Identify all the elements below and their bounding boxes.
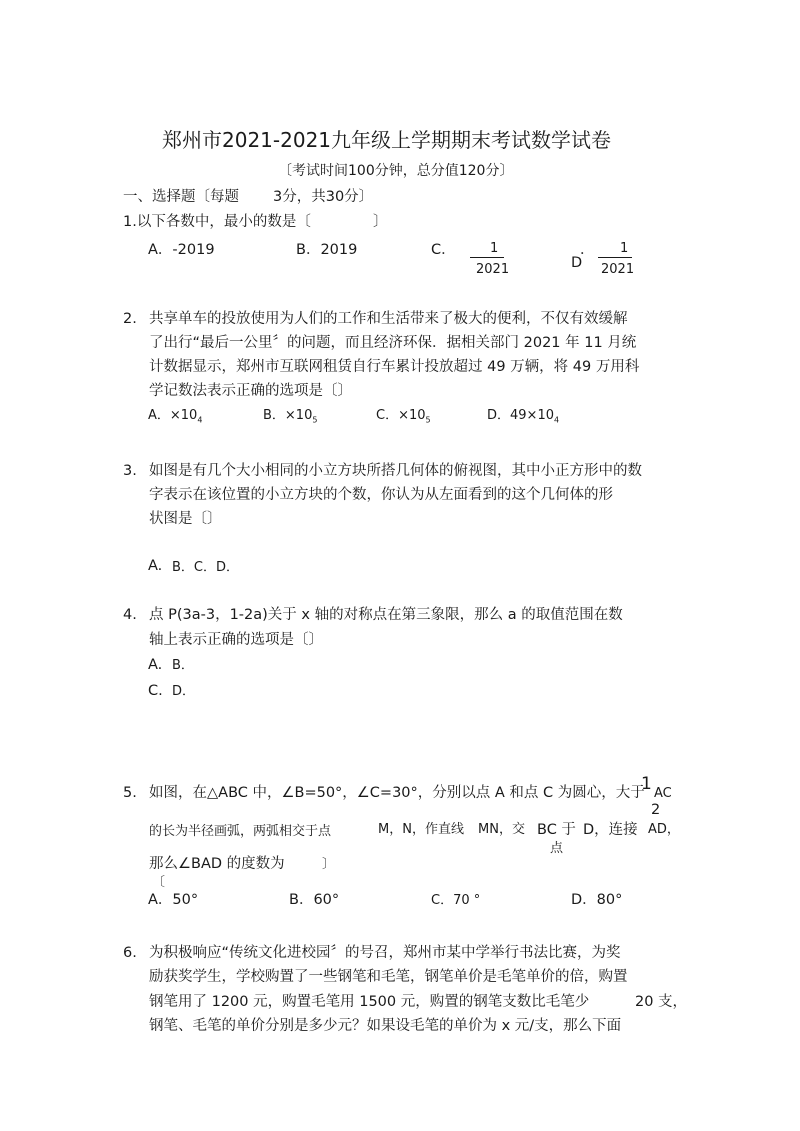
q2-option-d-exp: 4 [554, 415, 560, 425]
q6-line-1: 为积极响应“传统文化进校园〞的号召，郑州市某中学举行书法比赛，为奖 [149, 945, 621, 961]
q1-stem: 1.以下各数中，最小的数是〔 [123, 214, 311, 230]
q2-option-c-text: C．×10 [376, 408, 426, 423]
q2-option-b-exp: 5 [312, 415, 318, 425]
q5-fraction-denominator: 2 [651, 802, 661, 818]
q4-line-2: 轴上表示正确的选项是〔〕 [149, 632, 323, 648]
exam-subtitle: 〔考试时间100分钟，总分值120分〕 [278, 163, 514, 179]
q1-option-d-dot: ． [580, 242, 595, 258]
q2-option-d [487, 409, 559, 425]
q5-number: 5. [123, 785, 137, 801]
q5-line-3: 那么∠BAD 的度数为 [149, 856, 285, 872]
q5-paren-open: 〔 [152, 875, 166, 890]
q5-line-2d: BC 于 [537, 822, 576, 838]
q1-option-d-denominator: 2021 [601, 262, 635, 277]
q2-line-4: 学记数法表示正确的选项是〔〕 [149, 383, 352, 399]
q5-line-2b: M，N，作直线 [378, 822, 464, 837]
q5-line-2a: 的长为半径画弧，两弧相交于点 [149, 824, 332, 839]
q2-option-b-text: B．×10 [263, 408, 313, 423]
q5-line-2f: AD， [648, 822, 680, 837]
q2-option-a [148, 409, 202, 425]
q5-option-d: D．80° [571, 892, 623, 908]
q3-number: 3. [123, 463, 137, 479]
q1-option-b: B．2019 [296, 242, 358, 258]
q1-option-d-numerator: 1 [620, 241, 629, 256]
q3-line-2: 字表示在该位置的小立方块的个数，你认为从左面看到的这个几何体的形 [149, 487, 613, 503]
q1-option-c-numerator: 1 [490, 241, 499, 256]
q1-option-a: A．-2019 [148, 242, 215, 258]
q4-option-b: B． [172, 658, 194, 673]
q5-line-2-dian: 点 [550, 841, 564, 856]
q2-option-b [263, 409, 317, 425]
section-score: 3分，共30分〕 [273, 189, 374, 205]
q2-option-a-text: A．×10 [148, 408, 198, 423]
q5-option-c: C．70 ° [431, 893, 481, 908]
q6-number: 6. [123, 945, 137, 961]
q1-option-c-fraction-bar [470, 257, 504, 258]
q2-line-1: 共享单车的投放使用为人们的工作和生活带来了极大的便利，不仅有效缓解 [149, 311, 628, 327]
q6-line-3b: 20 支， [635, 994, 688, 1010]
q1-option-c-denominator: 2021 [476, 262, 510, 277]
q5-option-a: A．50° [148, 892, 199, 908]
q2-option-c [376, 409, 431, 425]
q5-line-1: 如图，在△ABC 中，∠B=50°，∠C=30°，分别以点 A 和点 C 为圆心，大于 [149, 785, 645, 801]
q2-line-3: 计数据显示，郑州市互联网租赁自行车累计投放超过 49 万辆，将 49 万用科 [149, 359, 640, 375]
q2-line-2: 了出行“最后一公里〞的问题，而且经济环保．据相关部门 2021 年 11 月统 [149, 335, 637, 351]
q5-fraction-ac: AC [654, 786, 672, 801]
q4-option-d: D． [172, 684, 196, 699]
q2-number: 2. [123, 311, 137, 327]
q6-line-3a: 钢笔用了 1200 元，购置毛笔用 1500 元，购置的钢笔支数比毛笔少 [149, 994, 590, 1010]
q6-line-2: 励获奖学生，学校购置了一些钢笔和毛笔，钢笔单价是毛笔单价的倍，购置 [149, 969, 628, 985]
q3-options-bcd: B．C．D． [172, 560, 240, 575]
section-label: 一、选择题〔每题 [123, 189, 239, 205]
q3-line-1: 如图是有几个大小相同的小立方块所搭几何体的俯视图，其中小正方形中的数 [149, 463, 642, 479]
exam-title: 郑州市2021-2021九年级上学期期末考试数学试卷 [162, 128, 612, 152]
q1-option-d-fraction-bar [598, 257, 632, 258]
q4-option-c: C. [148, 683, 163, 699]
q1-option-d: D [571, 255, 583, 271]
q5-paren-close: 〕 [322, 857, 336, 872]
q4-line-1: 点 P(3a-3，1-2a)关于 x 轴的对称点在第三象限，那么 a 的取值范围在数 [149, 607, 623, 623]
q6-line-4: 钢笔、毛笔的单价分别是多少元？如果设毛笔的单价为 x 元/支，那么下面 [149, 1018, 622, 1034]
q2-option-a-exp: 4 [197, 415, 203, 425]
q3-option-a: A. [148, 558, 163, 574]
q5-option-b: B．60° [289, 892, 340, 908]
q2-option-d-text: D．49×10 [487, 408, 554, 423]
q3-line-3: 状图是〔〕 [149, 511, 222, 527]
q1-option-c: C． [431, 242, 456, 258]
q2-option-c-exp: 5 [425, 415, 431, 425]
q4-number: 4. [123, 607, 137, 623]
q1-paren-close: 〕 [373, 214, 388, 230]
q5-line-2c: MN，交 [478, 822, 525, 837]
q4-option-a: A. [148, 657, 163, 673]
q5-fraction-numerator: 1 [641, 774, 652, 794]
q5-line-2e: D，连接 [583, 822, 638, 838]
